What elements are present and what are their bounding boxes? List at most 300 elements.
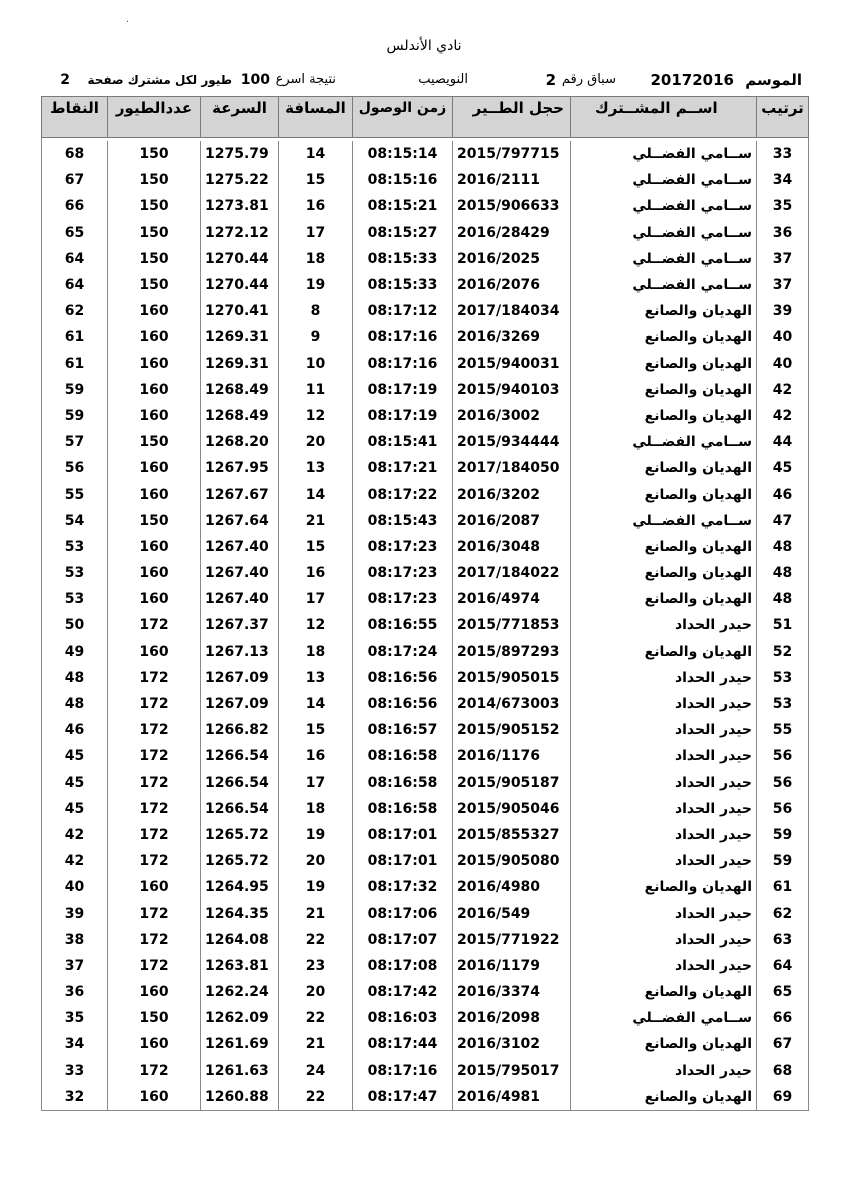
cell-ring-number: 2016/3102 [453, 1031, 571, 1057]
cell-speed: 1267.40 [201, 560, 279, 586]
cell-ring-number: 2016/2025 [453, 246, 571, 272]
table-row [42, 639, 809, 665]
cell-points: 37 [42, 953, 108, 979]
cell-rank: 56 [757, 743, 809, 769]
cell-distance: 14 [279, 141, 353, 167]
cell-bird-count: 150 [108, 220, 201, 246]
cell-arrival-time: 08:15:43 [353, 508, 453, 534]
cell-speed: 1269.31 [201, 351, 279, 377]
cell-rank: 45 [757, 455, 809, 481]
cell-points: 61 [42, 324, 108, 350]
cell-arrival-time: 08:17:08 [353, 953, 453, 979]
cell-bird-count: 160 [108, 298, 201, 324]
cell-rank: 63 [757, 927, 809, 953]
cell-member-name: ســامي الفضــلي [571, 272, 757, 298]
cell-bird-count: 150 [108, 272, 201, 298]
cell-member-name: حيدر الحداد [571, 717, 757, 743]
cell-speed: 1266.54 [201, 796, 279, 822]
cell-bird-count: 150 [108, 246, 201, 272]
cell-ring-number: 2016/2111 [453, 167, 571, 193]
table-row [42, 1084, 809, 1111]
cell-member-name: الهديان والصانع [571, 1031, 757, 1057]
per-member-label: طيور لكل مشترك صفحة [87, 73, 232, 87]
cell-speed: 1267.67 [201, 481, 279, 507]
table-row [42, 246, 809, 272]
cell-rank: 44 [757, 429, 809, 455]
table-row [42, 272, 809, 298]
cell-bird-count: 172 [108, 691, 201, 717]
cell-speed: 1270.44 [201, 272, 279, 298]
cell-arrival-time: 08:17:42 [353, 979, 453, 1005]
cell-rank: 47 [757, 508, 809, 534]
cell-points: 46 [42, 717, 108, 743]
cell-bird-count: 172 [108, 770, 201, 796]
cell-rank: 33 [757, 141, 809, 167]
cell-distance: 16 [279, 193, 353, 219]
table-row [42, 796, 809, 822]
table-row [42, 717, 809, 743]
cell-bird-count: 160 [108, 979, 201, 1005]
cell-ring-number: 2015/771922 [453, 927, 571, 953]
cell-bird-count: 172 [108, 796, 201, 822]
table-row [42, 1031, 809, 1057]
cell-arrival-time: 08:17:23 [353, 586, 453, 612]
cell-arrival-time: 08:17:19 [353, 403, 453, 429]
cell-ring-number: 2015/855327 [453, 822, 571, 848]
cell-speed: 1268.49 [201, 377, 279, 403]
cell-distance: 19 [279, 874, 353, 900]
cell-arrival-time: 08:17:16 [353, 351, 453, 377]
cell-rank: 48 [757, 586, 809, 612]
cell-member-name: الهديان والصانع [571, 639, 757, 665]
cell-points: 49 [42, 639, 108, 665]
cell-ring-number: 2015/905046 [453, 796, 571, 822]
cell-member-name: الهديان والصانع [571, 874, 757, 900]
cell-arrival-time: 08:15:41 [353, 429, 453, 455]
cell-ring-number: 2016/1176 [453, 743, 571, 769]
cell-rank: 40 [757, 324, 809, 350]
table-row [42, 167, 809, 193]
cell-ring-number: 2015/905152 [453, 717, 571, 743]
cell-arrival-time: 08:15:27 [353, 220, 453, 246]
cell-points: 39 [42, 900, 108, 926]
table-row [42, 822, 809, 848]
table-row [42, 770, 809, 796]
cell-points: 50 [42, 612, 108, 638]
season-label: الموسم [745, 71, 802, 89]
cell-arrival-time: 08:17:01 [353, 822, 453, 848]
cell-distance: 21 [279, 508, 353, 534]
table-row [42, 508, 809, 534]
cell-rank: 48 [757, 560, 809, 586]
cell-bird-count: 160 [108, 455, 201, 481]
cell-ring-number: 2016/3002 [453, 403, 571, 429]
cell-bird-count: 172 [108, 953, 201, 979]
cell-distance: 18 [279, 246, 353, 272]
cell-points: 40 [42, 874, 108, 900]
cell-rank: 52 [757, 639, 809, 665]
table-row [42, 351, 809, 377]
cell-ring-number: 2015/797715 [453, 141, 571, 167]
cell-arrival-time: 08:17:12 [353, 298, 453, 324]
cell-arrival-time: 08:15:16 [353, 167, 453, 193]
cell-distance: 20 [279, 848, 353, 874]
table-row [42, 1005, 809, 1031]
cell-rank: 34 [757, 167, 809, 193]
table-row [42, 586, 809, 612]
cell-bird-count: 160 [108, 324, 201, 350]
cell-rank: 53 [757, 665, 809, 691]
table-row [42, 743, 809, 769]
cell-member-name: الهديان والصانع [571, 403, 757, 429]
cell-distance: 17 [279, 770, 353, 796]
cell-bird-count: 160 [108, 639, 201, 665]
cell-ring-number: 2016/1179 [453, 953, 571, 979]
table-row [42, 455, 809, 481]
cell-rank: 59 [757, 848, 809, 874]
cell-bird-count: 172 [108, 848, 201, 874]
cell-rank: 65 [757, 979, 809, 1005]
cell-bird-count: 150 [108, 429, 201, 455]
cell-arrival-time: 08:16:58 [353, 796, 453, 822]
stray-mark: . [126, 14, 130, 25]
cell-points: 36 [42, 979, 108, 1005]
cell-points: 38 [42, 927, 108, 953]
cell-points: 68 [42, 141, 108, 167]
cell-speed: 1260.88 [201, 1084, 279, 1111]
cell-member-name: الهديان والصانع [571, 324, 757, 350]
cell-ring-number: 2016/2098 [453, 1005, 571, 1031]
cell-arrival-time: 08:17:06 [353, 900, 453, 926]
cell-member-name: ســامي الفضــلي [571, 246, 757, 272]
cell-distance: 20 [279, 979, 353, 1005]
cell-rank: 48 [757, 534, 809, 560]
cell-points: 45 [42, 770, 108, 796]
table-row [42, 429, 809, 455]
cell-bird-count: 160 [108, 1084, 201, 1111]
column-header-name: اســم المشــترك [571, 97, 757, 138]
cell-member-name: ســامي الفضــلي [571, 429, 757, 455]
cell-speed: 1270.41 [201, 298, 279, 324]
column-header-arrival-time: زمن الوصول [353, 97, 453, 138]
cell-rank: 56 [757, 796, 809, 822]
cell-member-name: حيدر الحداد [571, 822, 757, 848]
cell-points: 34 [42, 1031, 108, 1057]
cell-arrival-time: 08:17:07 [353, 927, 453, 953]
cell-distance: 18 [279, 796, 353, 822]
cell-points: 42 [42, 822, 108, 848]
cell-arrival-time: 08:15:14 [353, 141, 453, 167]
cell-ring-number: 2016/4981 [453, 1084, 571, 1111]
cell-rank: 68 [757, 1058, 809, 1084]
cell-bird-count: 160 [108, 1031, 201, 1057]
cell-points: 53 [42, 586, 108, 612]
cell-rank: 67 [757, 1031, 809, 1057]
cell-distance: 12 [279, 612, 353, 638]
cell-points: 65 [42, 220, 108, 246]
cell-points: 53 [42, 560, 108, 586]
cell-distance: 13 [279, 455, 353, 481]
cell-points: 32 [42, 1084, 108, 1111]
cell-arrival-time: 08:17:16 [353, 324, 453, 350]
cell-arrival-time: 08:17:16 [353, 1058, 453, 1084]
cell-member-name: حيدر الحداد [571, 953, 757, 979]
cell-speed: 1272.12 [201, 220, 279, 246]
cell-ring-number: 2017/184050 [453, 455, 571, 481]
cell-rank: 56 [757, 770, 809, 796]
cell-points: 48 [42, 691, 108, 717]
cell-rank: 39 [757, 298, 809, 324]
cell-arrival-time: 08:16:56 [353, 691, 453, 717]
table-row [42, 560, 809, 586]
cell-member-name: الهديان والصانع [571, 1084, 757, 1111]
cell-bird-count: 150 [108, 193, 201, 219]
cell-rank: 64 [757, 953, 809, 979]
cell-arrival-time: 08:16:03 [353, 1005, 453, 1031]
cell-bird-count: 172 [108, 1058, 201, 1084]
cell-member-name: ســامي الفضــلي [571, 508, 757, 534]
cell-points: 33 [42, 1058, 108, 1084]
table-row [42, 193, 809, 219]
cell-ring-number: 2015/771853 [453, 612, 571, 638]
cell-ring-number: 2014/673003 [453, 691, 571, 717]
cell-bird-count: 150 [108, 508, 201, 534]
race-category: النويصيب [418, 72, 468, 87]
cell-rank: 69 [757, 1084, 809, 1111]
cell-member-name: حيدر الحداد [571, 770, 757, 796]
cell-arrival-time: 08:16:57 [353, 717, 453, 743]
cell-member-name: ســامي الفضــلي [571, 141, 757, 167]
cell-points: 57 [42, 429, 108, 455]
cell-ring-number: 2016/28429 [453, 220, 571, 246]
cell-speed: 1267.37 [201, 612, 279, 638]
cell-points: 42 [42, 848, 108, 874]
cell-points: 54 [42, 508, 108, 534]
cell-points: 61 [42, 351, 108, 377]
cell-member-name: الهديان والصانع [571, 298, 757, 324]
cell-bird-count: 172 [108, 927, 201, 953]
cell-arrival-time: 08:16:58 [353, 770, 453, 796]
result-count: 100 [240, 72, 270, 88]
table-row [42, 220, 809, 246]
cell-member-name: حيدر الحداد [571, 848, 757, 874]
cell-bird-count: 160 [108, 586, 201, 612]
cell-distance: 22 [279, 1084, 353, 1111]
cell-bird-count: 150 [108, 167, 201, 193]
cell-speed: 1267.13 [201, 639, 279, 665]
cell-rank: 62 [757, 900, 809, 926]
table-row [42, 377, 809, 403]
cell-speed: 1262.24 [201, 979, 279, 1005]
cell-distance: 15 [279, 717, 353, 743]
cell-distance: 14 [279, 481, 353, 507]
cell-distance: 15 [279, 167, 353, 193]
cell-rank: 42 [757, 377, 809, 403]
cell-ring-number: 2016/2076 [453, 272, 571, 298]
cell-distance: 17 [279, 586, 353, 612]
cell-arrival-time: 08:17:22 [353, 481, 453, 507]
cell-speed: 1264.08 [201, 927, 279, 953]
cell-ring-number: 2016/2087 [453, 508, 571, 534]
cell-member-name: حيدر الحداد [571, 900, 757, 926]
cell-arrival-time: 08:17:21 [353, 455, 453, 481]
cell-rank: 61 [757, 874, 809, 900]
race-label: سباق رقم [561, 72, 616, 87]
cell-speed: 1261.69 [201, 1031, 279, 1057]
cell-member-name: ســامي الفضــلي [571, 1005, 757, 1031]
cell-points: 45 [42, 743, 108, 769]
cell-speed: 1267.64 [201, 508, 279, 534]
cell-ring-number: 2015/905187 [453, 770, 571, 796]
table-row [42, 979, 809, 1005]
cell-rank: 40 [757, 351, 809, 377]
cell-distance: 8 [279, 298, 353, 324]
cell-member-name: حيدر الحداد [571, 927, 757, 953]
column-header-speed: السرعة [201, 97, 279, 138]
cell-rank: 55 [757, 717, 809, 743]
cell-arrival-time: 08:17:32 [353, 874, 453, 900]
cell-speed: 1262.09 [201, 1005, 279, 1031]
results-table [41, 96, 809, 1111]
cell-speed: 1266.54 [201, 743, 279, 769]
cell-member-name: حيدر الحداد [571, 612, 757, 638]
table-row [42, 691, 809, 717]
cell-distance: 24 [279, 1058, 353, 1084]
cell-member-name: ســامي الفضــلي [571, 193, 757, 219]
cell-distance: 19 [279, 272, 353, 298]
cell-bird-count: 160 [108, 534, 201, 560]
cell-member-name: الهديان والصانع [571, 586, 757, 612]
cell-distance: 22 [279, 1005, 353, 1031]
table-row [42, 403, 809, 429]
cell-bird-count: 160 [108, 377, 201, 403]
cell-arrival-time: 08:15:33 [353, 246, 453, 272]
cell-ring-number: 2016/3269 [453, 324, 571, 350]
cell-rank: 46 [757, 481, 809, 507]
cell-rank: 35 [757, 193, 809, 219]
cell-distance: 9 [279, 324, 353, 350]
table-header-row [42, 97, 809, 138]
cell-speed: 1267.40 [201, 586, 279, 612]
cell-speed: 1265.72 [201, 822, 279, 848]
cell-points: 62 [42, 298, 108, 324]
cell-arrival-time: 08:15:21 [353, 193, 453, 219]
race-number: 2 [545, 71, 556, 89]
cell-distance: 21 [279, 1031, 353, 1057]
table-row [42, 927, 809, 953]
cell-member-name: حيدر الحداد [571, 743, 757, 769]
cell-speed: 1263.81 [201, 953, 279, 979]
cell-arrival-time: 08:17:23 [353, 534, 453, 560]
cell-speed: 1266.54 [201, 770, 279, 796]
column-header-distance: المسافة [279, 97, 353, 138]
cell-bird-count: 160 [108, 560, 201, 586]
column-header-rank: ترتيب [757, 97, 809, 138]
cell-distance: 18 [279, 639, 353, 665]
cell-points: 45 [42, 796, 108, 822]
cell-speed: 1264.35 [201, 900, 279, 926]
table-row [42, 1058, 809, 1084]
cell-points: 66 [42, 193, 108, 219]
cell-speed: 1266.82 [201, 717, 279, 743]
cell-speed: 1265.72 [201, 848, 279, 874]
cell-rank: 36 [757, 220, 809, 246]
cell-points: 59 [42, 377, 108, 403]
cell-rank: 66 [757, 1005, 809, 1031]
cell-ring-number: 2017/184022 [453, 560, 571, 586]
cell-points: 55 [42, 481, 108, 507]
cell-speed: 1275.79 [201, 141, 279, 167]
cell-rank: 37 [757, 272, 809, 298]
table-row [42, 141, 809, 167]
cell-points: 67 [42, 167, 108, 193]
cell-points: 48 [42, 665, 108, 691]
cell-points: 53 [42, 534, 108, 560]
cell-arrival-time: 08:15:33 [353, 272, 453, 298]
cell-bird-count: 172 [108, 665, 201, 691]
cell-ring-number: 2015/940031 [453, 351, 571, 377]
table-row [42, 848, 809, 874]
cell-distance: 19 [279, 822, 353, 848]
cell-ring-number: 2016/3048 [453, 534, 571, 560]
cell-ring-number: 2016/4980 [453, 874, 571, 900]
cell-distance: 10 [279, 351, 353, 377]
cell-distance: 13 [279, 665, 353, 691]
season-value: 20172016 [650, 71, 734, 89]
cell-rank: 37 [757, 246, 809, 272]
cell-speed: 1273.81 [201, 193, 279, 219]
table-row [42, 298, 809, 324]
cell-rank: 51 [757, 612, 809, 638]
result-label: نتيجة اسرع [275, 72, 336, 87]
cell-ring-number: 2015/905080 [453, 848, 571, 874]
cell-member-name: الهديان والصانع [571, 979, 757, 1005]
cell-arrival-time: 08:17:19 [353, 377, 453, 403]
cell-arrival-time: 08:17:47 [353, 1084, 453, 1111]
column-header-bird-count: عددالطيور [108, 97, 201, 138]
cell-ring-number: 2017/184034 [453, 298, 571, 324]
cell-distance: 23 [279, 953, 353, 979]
cell-ring-number: 2015/940103 [453, 377, 571, 403]
cell-bird-count: 150 [108, 1005, 201, 1031]
cell-arrival-time: 08:16:56 [353, 665, 453, 691]
cell-rank: 53 [757, 691, 809, 717]
cell-points: 64 [42, 272, 108, 298]
cell-member-name: ســامي الفضــلي [571, 220, 757, 246]
cell-distance: 17 [279, 220, 353, 246]
table-row [42, 324, 809, 350]
cell-member-name: حيدر الحداد [571, 691, 757, 717]
cell-distance: 16 [279, 743, 353, 769]
table-body [42, 138, 809, 1111]
column-header-ring: حجل الطــير [453, 97, 571, 138]
cell-distance: 12 [279, 403, 353, 429]
club-title: نادي الأندلس [386, 38, 462, 54]
cell-distance: 21 [279, 900, 353, 926]
cell-rank: 59 [757, 822, 809, 848]
cell-rank: 42 [757, 403, 809, 429]
cell-speed: 1267.09 [201, 665, 279, 691]
cell-bird-count: 160 [108, 403, 201, 429]
cell-member-name: ســامي الفضــلي [571, 167, 757, 193]
cell-speed: 1267.40 [201, 534, 279, 560]
cell-ring-number: 2015/934444 [453, 429, 571, 455]
cell-distance: 20 [279, 429, 353, 455]
cell-bird-count: 172 [108, 822, 201, 848]
cell-member-name: الهديان والصانع [571, 351, 757, 377]
cell-speed: 1261.63 [201, 1058, 279, 1084]
cell-ring-number: 2015/905015 [453, 665, 571, 691]
